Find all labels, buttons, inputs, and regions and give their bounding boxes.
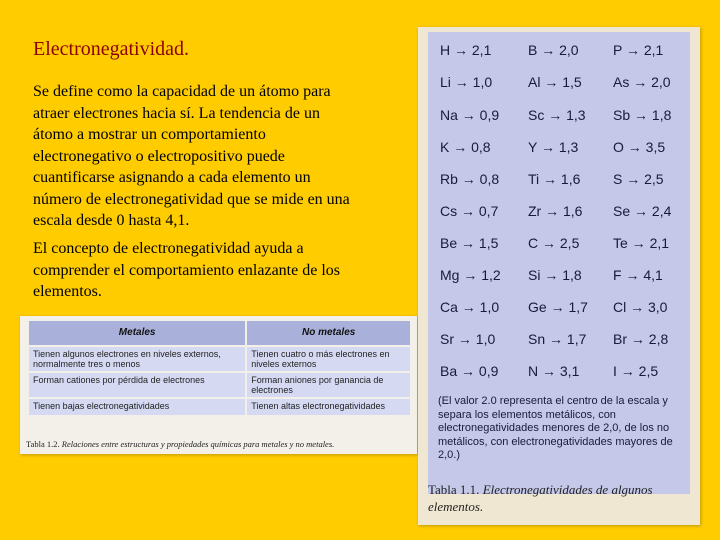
table-note: (El valor 2.0 representa el centro de la escala y separa los elementos metálicos, con electronegatividades menores de 2,0, de los no metálicos, con electronegatividades mayores de 2,0.) [438,395,673,462]
table-row [428,203,690,227]
table-row [29,372,410,398]
table-row [428,171,690,195]
element-value: O → 3,5 [613,139,666,155]
concept-paragraph: El concepto de electronegatividad ayuda a comprender el comportamiento enlazante de los elementos. [33,240,340,300]
element-value: B → 2,0 [528,42,579,58]
electronegativity-table [428,32,690,494]
caption-label: Tabla 1.2. [26,439,60,449]
column-header-no-metales: No metales [246,321,410,346]
element-value: Cl → 3,0 [613,299,668,315]
table-row [428,107,690,131]
table-row [29,398,410,415]
element-value: Y → 1,3 [528,139,579,155]
element-value: Be → 1,5 [440,235,499,251]
element-value: Cs → 0,7 [440,203,499,219]
element-value: Ca → 1,0 [440,299,500,315]
table-row [428,299,690,323]
table-cell: Forman aniones por ganancia de electrones [246,372,410,398]
element-value: Sc → 1,3 [528,107,586,123]
element-value: Na → 0,9 [440,107,500,123]
table-cell: Tienen altas electronegatividades [246,398,410,415]
table-row [428,139,690,163]
table-cell: Forman cationes por pérdida de electrones [29,372,246,398]
element-value: Se → 2,4 [613,203,672,219]
definition-paragraph: Se define como la capacidad de un átomo para atraer electrones hacia sí. La tendencia de un átomo a mostrar un comportamiento electronegativo o electropositivo puede cuantificarse asignando a cada elemento un número de electronegatividad que se mide en una escala desde 0 hasta 4,1. [33,83,350,229]
element-value: K → 0,8 [440,139,491,155]
element-value: P → 2,1 [613,42,664,58]
element-value: H → 2,1 [440,42,492,58]
element-value: Ti → 1,6 [528,171,581,187]
element-value: Ge → 1,7 [528,299,588,315]
element-value: Al → 1,5 [528,74,582,90]
table-1-2-caption [26,439,334,449]
element-value: Sr → 1,0 [440,331,496,347]
element-value: Br → 2,8 [613,331,669,347]
table-row [29,346,410,372]
element-value: As → 2,0 [613,74,671,90]
element-value: Sb → 1,8 [613,107,672,123]
electronegativity-table-figure [418,27,700,525]
element-value: Te → 2,1 [613,235,670,251]
element-value: Si → 1,8 [528,267,582,283]
caption-text: Relaciones entre estructuras y propiedades químicas para metales y no metales. [61,439,335,449]
element-value: Li → 1,0 [440,74,493,90]
table-cell: Tienen cuatro o más electrones en niveles externos [246,346,410,372]
table-row [428,42,690,66]
table-header-row [29,321,410,346]
element-value: Zr → 1,6 [528,203,583,219]
caption-text: Electronegatividades de algunos elementos. [428,482,653,514]
slide-title: Electronegatividad. [33,38,190,60]
table-row [428,331,690,355]
caption-label: Tabla 1.1. [428,482,480,497]
element-value: Rb → 0,8 [440,171,500,187]
metals-nonmetals-table-figure [20,316,417,454]
table-cell: Tienen algunos electrones en niveles externos, normalmente tres o menos [29,346,246,372]
table-cell: Tienen bajas electronegatividades [29,398,246,415]
column-header-metales: Metales [29,321,246,346]
table-row [428,363,690,387]
element-value: C → 2,5 [528,235,580,251]
table-row [428,74,690,98]
element-value: Sn → 1,7 [528,331,587,347]
element-value: Mg → 1,2 [440,267,501,283]
table-1-1-caption [428,481,688,515]
element-value: S → 2,5 [613,171,664,187]
element-value: F → 4,1 [613,267,663,283]
table-row [428,235,690,259]
element-value: Ba → 0,9 [440,363,499,379]
metals-nonmetals-table [29,321,410,415]
element-value: I → 2,5 [613,363,659,379]
element-value: N → 3,1 [528,363,580,379]
table-row [428,267,690,291]
